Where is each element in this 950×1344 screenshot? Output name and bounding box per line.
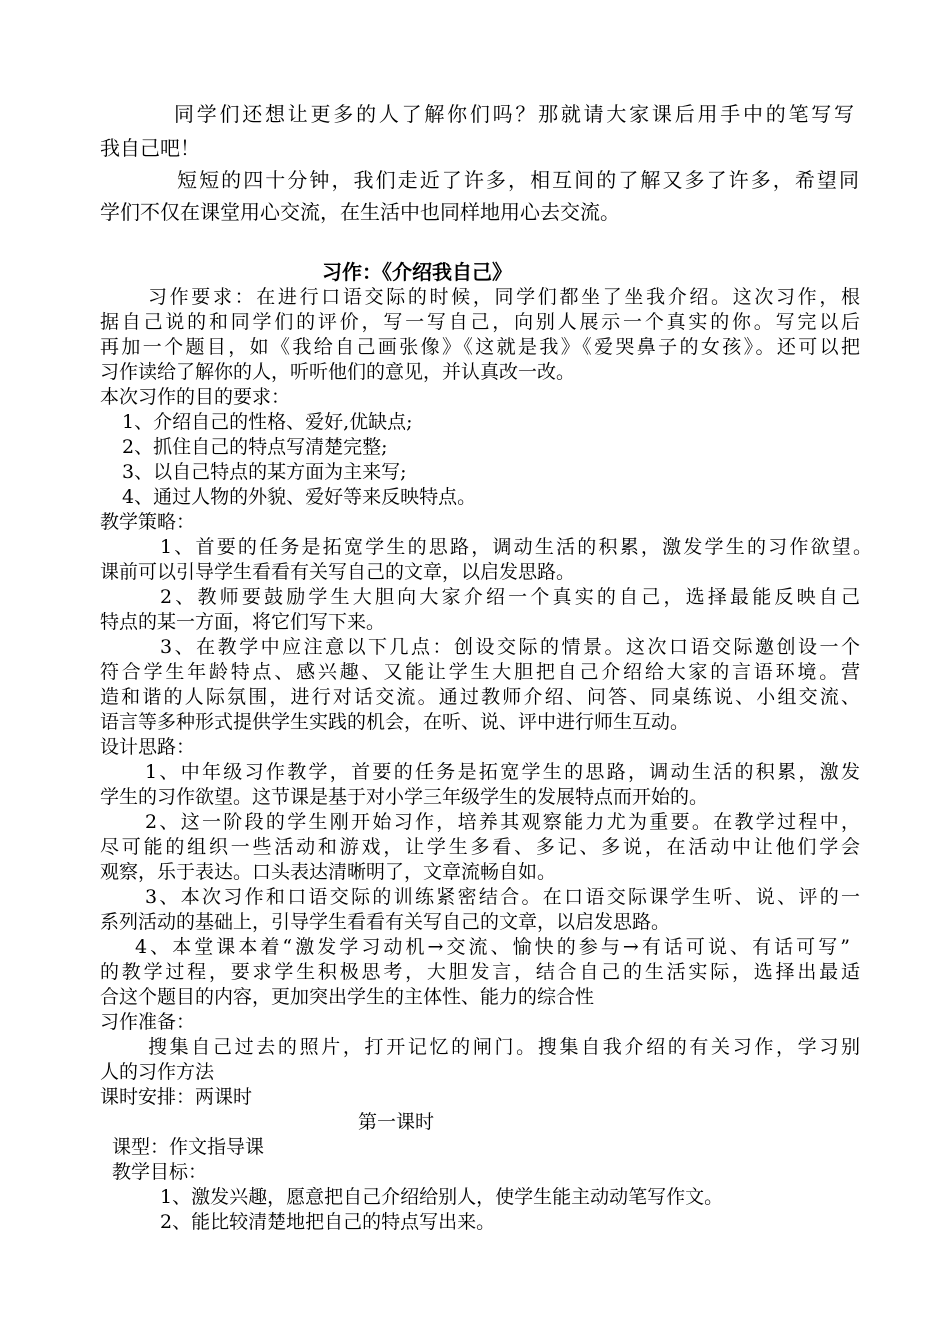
goal-item: 2、抓住自己的特点写清楚完整; <box>122 436 388 458</box>
lesson-title: 第一课时 <box>358 1111 435 1133</box>
goal-item: 3、以自己特点的某方面为主来写; <box>122 461 407 483</box>
lesson-type: 课型：作文指导课 <box>112 1136 265 1158</box>
requirement-line: 再加一个题目，如《我给自己画张像》《这就是我》《爱哭鼻子的女孩》。还可以把 <box>100 336 860 358</box>
goal-item: 4、通过人物的外貌、爱好等来反映特点。 <box>122 486 477 508</box>
design-line: 观察，乐于表达。口头表达清晰明了，文章流畅自如。 <box>100 861 557 883</box>
requirement-line: 习作读给了解你的人，听听他们的意见，并认真改一改。 <box>100 361 576 383</box>
goals-heading: 本次习作的目的要求： <box>100 386 291 408</box>
schedule: 课时安排：两课时 <box>100 1086 253 1108</box>
goal-item: 1、介绍自己的性格、爱好,优缺点; <box>122 411 413 433</box>
intro-line: 同学们还想让更多的人了解你们吗？那就请大家课后用手中的笔写写 <box>174 102 854 126</box>
objective-item: 1、激发兴趣，愿意把自己介绍给别人，使学生能主动动笔写作文。 <box>160 1186 724 1208</box>
intro-line: 我自己吧！ <box>100 136 200 160</box>
prep-line: 搜集自己过去的照片，打开记忆的闸门。搜集自我介绍的有关习作，学习别 <box>148 1036 860 1058</box>
strategy-line: 1、首要的任务是拓宽学生的思路，调动生活的积累，激发学生的习作欲望。 <box>160 536 872 558</box>
design-line: 系列活动的基础上，引导学生看看有关写自己的文章，以启发思路。 <box>100 911 671 933</box>
strategy-line: 特点的某一方面，将它们写下来。 <box>100 611 386 633</box>
essay-title: 习作：《介绍我自己》 <box>322 260 512 284</box>
prep-heading: 习作准备： <box>100 1011 196 1033</box>
design-line: 3、本次习作和口语交际的训练紧密结合。在口语交际课学生听、说、评的一 <box>145 886 860 908</box>
objectives-heading: 教学目标： <box>112 1161 208 1183</box>
strategy-line: 符合学生年龄特点、感兴趣、又能让学生大胆把自己介绍给大家的言语环境。营 <box>100 661 860 683</box>
design-heading: 设计思路： <box>100 736 196 758</box>
strategy-line: 课前可以引导学生看看有关写自己的文章，以启发思路。 <box>100 561 576 583</box>
intro-line: 短短的四十分钟，我们走近了许多，相互间的了解又多了许多，希望同 <box>177 168 859 192</box>
design-line: 尽可能的组织一些活动和游戏，让学生多看、多记、多说，在活动中让他们学会 <box>100 836 860 858</box>
requirement-line: 习作要求：在进行口语交际的时候，同学们都坐了坐我介绍。这次习作，根 <box>148 286 860 308</box>
requirement-line: 据自己说的和同学们的评价，写一写自己，向别人展示一个真实的你。写完以后 <box>100 311 860 333</box>
strategy-line: 造和谐的人际氛围，进行对话交流。通过教师介绍、问答、同桌练说、小组交流、 <box>100 686 860 708</box>
objective-item: 2、能比较清楚地把自己的特点写出来。 <box>160 1211 496 1233</box>
prep-line: 人的习作方法 <box>100 1061 215 1083</box>
design-line: 合这个题目的内容，更加突出学生的主体性、能力的综合性 <box>100 986 595 1008</box>
design-line: 2、这一阶段的学生刚开始习作，培养其观察能力尤为重要。在教学过程中， <box>145 811 860 833</box>
strategy-heading: 教学策略： <box>100 511 196 533</box>
design-line: 学生的习作欲望。这节课是基于对小学三年级学生的发展特点而开始的。 <box>100 786 709 808</box>
strategy-line: 语言等多种形式提供学生实践的机会，在听、说、评中进行师生互动。 <box>100 711 690 733</box>
intro-line: 学们不仅在课堂用心交流，在生活中也同样地用心去交流。 <box>100 200 620 224</box>
design-line: 4、本堂课本着“激发学习动机→交流、愉快的参与→有话可说、有话可写” <box>135 936 850 958</box>
design-line: 1、中年级习作教学，首要的任务是拓宽学生的思路，调动生活的积累，激发 <box>145 761 860 783</box>
design-line: 的教学过程，要求学生积极思考，大胆发言，结合自己的生活实际，选择出最适 <box>100 961 860 983</box>
strategy-line: 3、在教学中应注意以下几点：创设交际的情景。这次口语交际邀创设一个 <box>160 636 860 658</box>
strategy-line: 2、教师要鼓励学生大胆向大家介绍一个真实的自己，选择最能反映自己 <box>160 586 860 608</box>
